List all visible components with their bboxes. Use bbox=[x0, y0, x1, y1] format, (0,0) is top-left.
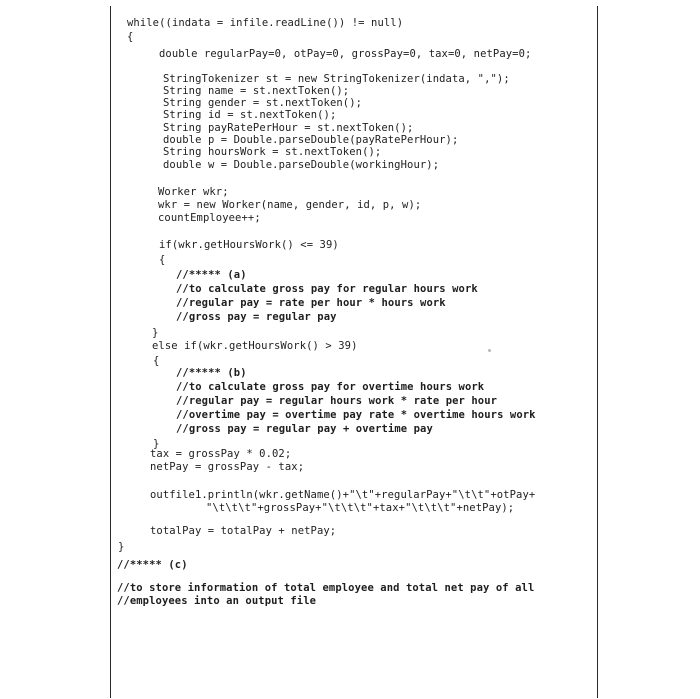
code-comment-a: //***** (a) bbox=[176, 269, 247, 281]
code-line-name: String name = st.nextToken(); bbox=[163, 85, 350, 97]
code-line-println-cont: "\t\t\t"+grossPay+"\t\t\t"+tax+"\t\t\t"+netPay); bbox=[206, 502, 515, 514]
code-comment-b-3: //overtime pay = overtime pay rate * overtime hours work bbox=[176, 409, 536, 421]
code-comment-a-3: //gross pay = regular pay bbox=[176, 311, 337, 323]
code-line-id: String id = st.nextToken(); bbox=[163, 109, 337, 121]
code-line-new-worker: wkr = new Worker(name, gender, id, p, w); bbox=[158, 199, 422, 211]
code-comment-c-2: //employees into an output file bbox=[117, 595, 317, 607]
code-comment-c: //***** (c) bbox=[117, 559, 188, 571]
code-comment-a-2: //regular pay = rate per hour * hours work bbox=[176, 297, 446, 309]
code-line-parse-p: double p = Double.parseDouble(payRatePerHour); bbox=[163, 134, 459, 146]
code-line-println: outfile1.println(wkr.getName()+"\t"+regularPay+"\t\t"+otPay+ bbox=[150, 489, 536, 501]
code-line-while-close: } bbox=[118, 541, 125, 553]
code-comment-b: //***** (b) bbox=[176, 367, 247, 379]
code-line-else-if: else if(wkr.getHoursWork() > 39) bbox=[152, 340, 358, 352]
code-line-netpay: netPay = grossPay - tax; bbox=[150, 461, 305, 473]
code-line-count: countEmployee++; bbox=[158, 212, 261, 224]
code-line-if-close: } bbox=[152, 327, 159, 339]
code-comment-a-1: //to calculate gross pay for regular hours work bbox=[176, 283, 478, 295]
code-line-tokenizer: StringTokenizer st = new StringTokenizer(indata, ","); bbox=[163, 73, 510, 85]
code-line-open-brace: { bbox=[127, 31, 134, 43]
code-line-double-declarations: double regularPay=0, otPay=0, grossPay=0, tax=0, netPay=0; bbox=[159, 48, 532, 60]
code-comment-b-1: //to calculate gross pay for overtime hours work bbox=[176, 381, 485, 393]
code-line-else-brace: { bbox=[153, 355, 160, 367]
code-line-tax: tax = grossPay * 0.02; bbox=[150, 448, 292, 460]
code-comment-b-2: //regular pay = regular hours work * rate per hour bbox=[176, 395, 498, 407]
code-comment-b-4: //gross pay = regular pay + overtime pay bbox=[176, 423, 433, 435]
code-comment-c-1: //to store information of total employee and total net pay of all bbox=[117, 582, 535, 594]
code-line-if: if(wkr.getHoursWork() <= 39) bbox=[159, 239, 339, 251]
code-line-worker-decl: Worker wkr; bbox=[158, 186, 229, 198]
code-line-pay-rate: String payRatePerHour = st.nextToken(); bbox=[163, 122, 414, 134]
code-line-else-close: } bbox=[153, 438, 160, 450]
code-line-if-brace: { bbox=[159, 254, 166, 266]
code-line-gender: String gender = st.nextToken(); bbox=[163, 97, 363, 109]
scan-speck bbox=[488, 349, 491, 352]
code-line-totalpay: totalPay = totalPay + netPay; bbox=[150, 525, 337, 537]
code-line-parse-w: double w = Double.parseDouble(workingHour); bbox=[163, 159, 440, 171]
code-line-hours-work: String hoursWork = st.nextToken(); bbox=[163, 146, 382, 158]
code-line-while: while((indata = infile.readLine()) != null) bbox=[127, 17, 404, 29]
